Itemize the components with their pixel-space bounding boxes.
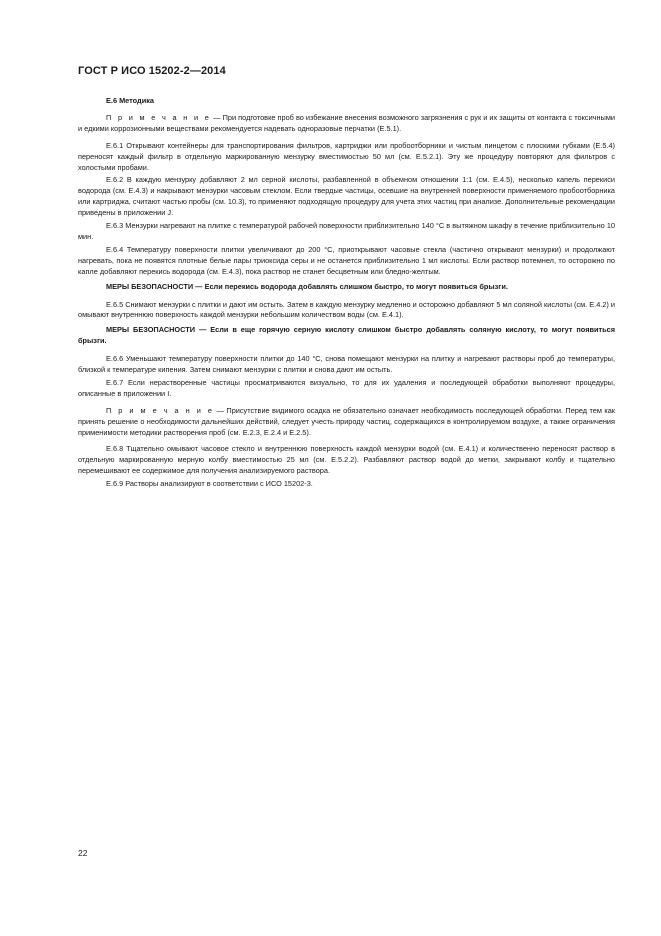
step-e-6-4: Е.6.4 Температуру поверхности плитки увеличивают до 200 °С, приоткрывают часовые стекла (частично открывают мензурки) и продолжают нагревать, пока не появятся плотные белые пары триоксида серы и не останется приблизительно 1 мл кислоты. Если раствор потемнел, то осторожно по капле добавляют перекись водорода (см. Е.4.3), пока раствор не станет бесцветным или бледно-желтым. (78, 244, 615, 276)
step-e-6-9: Е.6.9 Растворы анализируют в соответствии с ИСО 15202-3. (106, 479, 313, 489)
note-text: — При подготовке проб во избежание внесения возможного загрязнения с рук и их защиты от контакта с токсичными и едкими коррозионными веществами рекомендуется надевать одноразовые перчатки (Е.5.1). (78, 112, 615, 133)
step-e-6-6: Е.6.6 Уменьшают температуру поверхности плитки до 140 °С, снова помещают мензурки на плитку и нагревают растворы проб до температуры, близкой к температуре кипения. Затем снимают мензурки с плитки и снова дают им остыть. (78, 354, 615, 375)
document-body (78, 96, 615, 492)
note-label: П р и м е ч а н и е (106, 405, 215, 415)
note-paragraph (78, 406, 615, 439)
step-e-6-7: Е.6.7 Если нерастворенные частицы просматриваются визуально, то для их удаления и последующей обработки выполняют процедуры, описанные в приложении I. (78, 377, 615, 398)
step-e-6-8: Е.6.8 Тщательно омывают часовое стекло и внутреннюю поверхность каждой мензурки водой (см. Е.4.1) и количественно переносят раствор в отдельную маркированную мерную колбу вместимостью 25 мл (см. Е.5.2.2). Разбавляют раствор водой до метки, закрывают колбу и тщательно перемешивают ее содержимое для получения анализируемого раствора. (78, 444, 615, 476)
document-header: ГОСТ Р ИСО 15202-2—2014 (78, 65, 226, 77)
note-label: П р и м е ч а н и е (106, 112, 212, 122)
note-text: — Присутствие видимого осадка не обязательно означает необходимость последующей обработки. Перед тем как принять решение о необходимости дальнейших действий, следует учесть природу частиц, содержащихся в контролируемом воздухе, а также ограничения применимости методики растворения проб (см. Е.2.3, Е.2.4 и Е.2.5). (78, 405, 615, 437)
safety-warning: МЕРЫ БЕЗОПАСНОСТИ — Если в еще горячую серную кислоту слишком быстро добавлять соляную кислоту, то могут появиться брызги. (78, 325, 615, 346)
section-heading: Е.6 Методика (106, 96, 154, 105)
note-paragraph (78, 113, 615, 135)
step-e-6-2: Е.6.2 В каждую мензурку добавляют 2 мл серной кислоты, разбавленной в объемном отношении 1:1 (см. Е.4.5), несколько капель перекиси водорода (см. Е.4.3) и накрывают мензурки часовым стеклом. Если твердые частицы, осевшие на внутренней поверхности применяемого пробоотборника или картриджа, считают частью пробы (см. 10.3), то применяют подходящую процедуру для учета этих частиц при анализе. Дополнительные рекомендации приведены в приложении J. (78, 175, 615, 218)
step-e-6-5: Е.6.5 Снимают мензурки с плитки и дают им остыть. Затем в каждую мензурку медленно и осторожно добавляют 5 мл соляной кислоты (см. Е.4.2) и омывают внутреннюю поверхность каждой мензурки небольшим количеством воды (см. Е.4.1). (78, 299, 615, 320)
step-e-6-3: Е.6.3 Мензурки нагревают на плитке с температурой рабочей поверхности приблизительно 140 °С в вытяжном шкафу в течение приблизительно 10 мин. (78, 221, 615, 241)
safety-warning: МЕРЫ БЕЗОПАСНОСТИ — Если перекись водорода добавлять слишком быстро, то могут появиться брызги. (106, 281, 508, 291)
step-e-6-1: Е.6.1 Открывают контейнеры для транспортирования фильтров, картриджи или пробоотборники и чистым пинцетом с плоскими губками (Е.5.4) переносят каждый фильтр в отдельную маркированную мензурку вместимостью 50 мл (см. Е.5.2.1). Эту же процедуру повторяют для фильтров с холостыми пробами. (78, 140, 615, 172)
page-number: 22 (78, 848, 88, 858)
